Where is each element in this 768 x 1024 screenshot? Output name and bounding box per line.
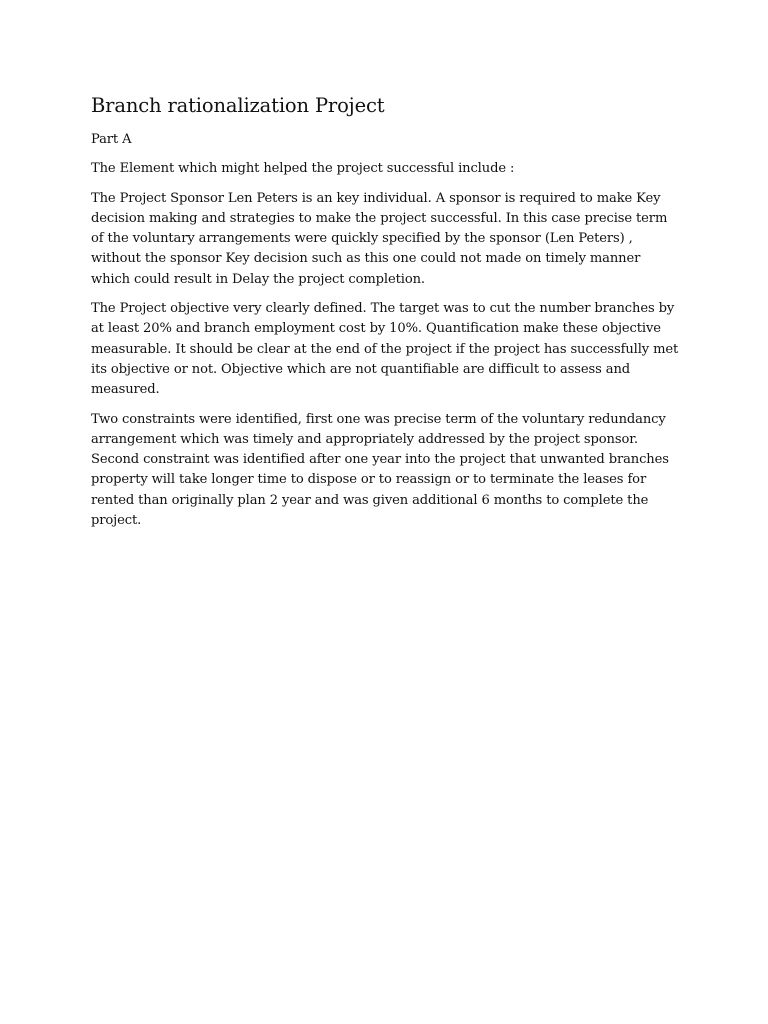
document-title: Branch rationalization Project	[91, 94, 385, 117]
paragraph-constraints: Two constraints were identified, first one was precise term of the voluntary redundancy arrangement which was timely and appropriately addressed by the project sponsor. Second constraint was identified after one year into the project that unwanted branches property will take longer time to dispose or to reassign or to terminate the leases for rented than originally plan 2 year and was given additional 6 months to complete the project.	[91, 411, 669, 529]
paragraph-objective: The Project objective very clearly defined. The target was to cut the number branches by at least 20% and branch employment cost by 10%. Quantification make these objective measurable. It should be clear at the end of the project if the project has successfully met its objective or not. Objective which are not quantifiable are difficult to assess and measured.	[91, 301, 679, 398]
section-label: Part A	[91, 132, 132, 147]
paragraph-intro: The Element which might helped the project successful include :	[91, 161, 515, 177]
paragraph-sponsor: The Project Sponsor Len Peters is an key individual. A sponsor is required to make Key decision making and strategies to make the project successful. In this case precise term of the voluntary arrangements were quickly specified by the sponsor (Len Peters) , without the sponsor Key decision such as this one could not made on timely manner which could result in Delay the project completion.	[91, 190, 668, 287]
document-body	[91, 93, 681, 540]
